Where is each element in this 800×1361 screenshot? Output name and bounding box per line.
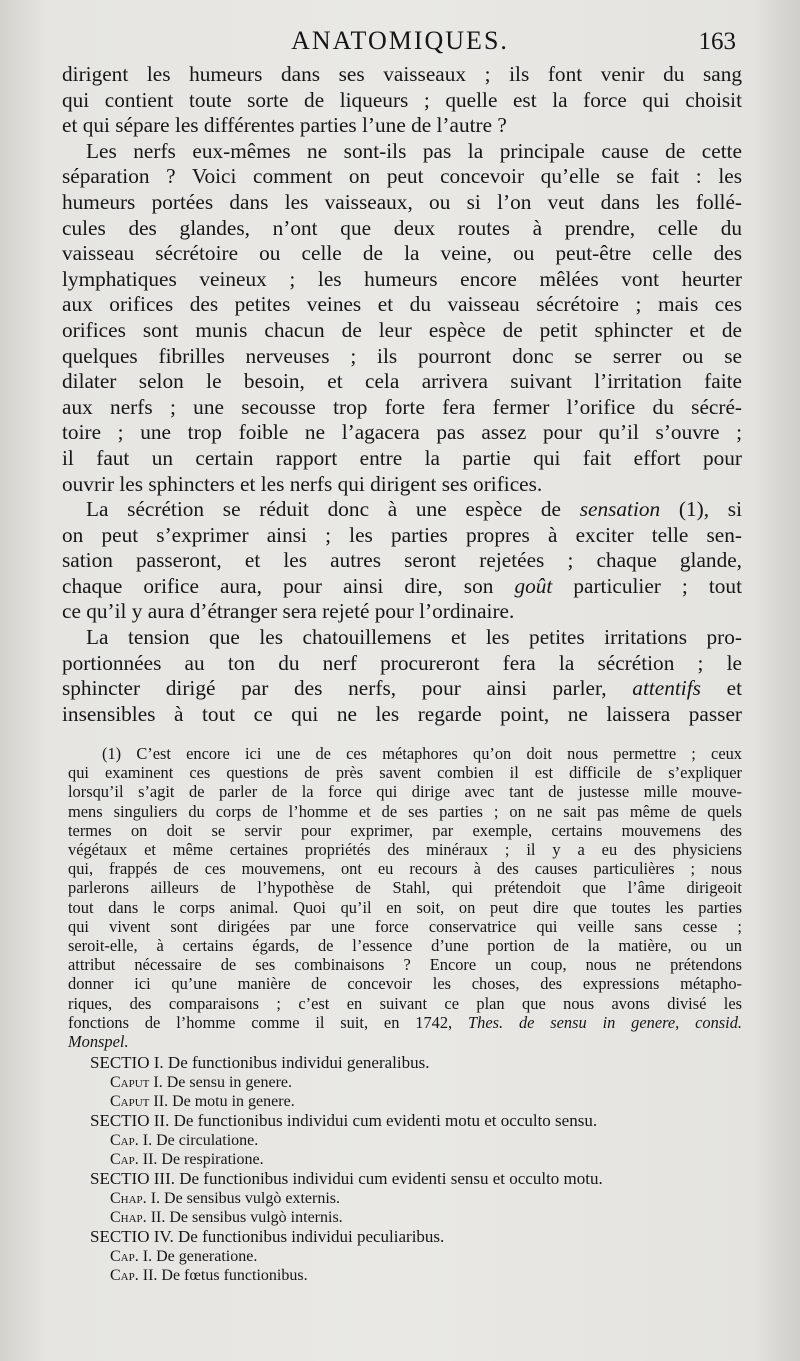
text-line: ce qu’il y aura d’étranger sera rejeté pour l’ordinaire. bbox=[62, 599, 515, 624]
footnote-line: riques, des comparaisons ; c’est en suivant ce plan que nous avons divisé les bbox=[68, 993, 742, 1013]
chapter-title: I. De generatione. bbox=[138, 1247, 258, 1265]
footnote-line: végétaux et même certaines propriétés des minéraux ; il y a eu des physiciens bbox=[68, 840, 742, 860]
text-line: lymphatiques veineux ; les humeurs encore mêlées vont heurter bbox=[62, 266, 742, 291]
text-line: qui contient toute sorte de liqueurs ; quelle est la force qui choisit bbox=[62, 87, 742, 112]
footnote-line bbox=[68, 1013, 742, 1032]
footnote-line: tout dans le corps animal. Quoi qu’il en soit, on peut dire que toutes les parties bbox=[68, 897, 742, 917]
chapter-prefix: Cap. bbox=[110, 1247, 139, 1265]
outline-section: SECTIO IV. De functionibus individui peculiaribus. bbox=[90, 1227, 445, 1247]
footnote-line: qui vivent sont dirigées par une force conservatrice qui veille sans cesse ; bbox=[68, 916, 742, 936]
text-line: vaisseau sécrétoire ou celle de la veine, ou peut-être celle des bbox=[62, 241, 742, 266]
footnote-line: qui, frappés de ces mouvemens, ont eu recours à des causes particulières ; nous bbox=[68, 859, 742, 879]
text-line: quelques fibrilles nerveuses ; ils pourront donc se serrer ou se bbox=[62, 343, 742, 368]
paragraph-start: Les nerfs eux-mêmes ne sont-ils pas la principale cause de cette bbox=[86, 138, 742, 163]
text-line: sation passeront, et les autres seront rejetées ; chaque glande, bbox=[62, 548, 742, 573]
page-number: 163 bbox=[698, 28, 736, 55]
text-line bbox=[62, 574, 742, 600]
text-line: dilater selon le besoin, et cela arrivera suivant l’irritation faite bbox=[62, 369, 742, 394]
page-header bbox=[64, 26, 736, 60]
outline-chapter bbox=[68, 1150, 742, 1169]
text-line: on peut s’exprimer ainsi ; les parties propres à exciter telle sen- bbox=[62, 522, 742, 547]
footnote-line: (1) C’est encore ici une de ces métaphores qu’on doit nous permettre ; ceux bbox=[102, 744, 742, 763]
text-line: portionnées au ton du nerf procureront fera la sécrétion ; le bbox=[62, 650, 742, 675]
footnote-line: mens singuliers du corps de l’homme et de ses parties ; on ne sait pas même de quels bbox=[68, 801, 742, 821]
outline-section: SECTIO III. De functionibus individui cum evidenti sensu et occulto motu. bbox=[90, 1169, 603, 1189]
chapter-prefix: Caput bbox=[110, 1073, 150, 1091]
chapter-title: II. De respiratione. bbox=[138, 1151, 264, 1169]
text-segment: sphincter dirigé par des nerfs, pour ainsi parler, bbox=[62, 676, 607, 701]
footnote-line: qui examinent ces questions de près savent combien il est difficile de s’expliquer bbox=[68, 763, 742, 783]
text-line: cules des glandes, n’ont que deux routes à prendre, celle du bbox=[62, 215, 742, 240]
text-line: ouvrir les sphincters et les nerfs qui dirigent ses orifices. bbox=[62, 471, 543, 496]
outline-section: SECTIO I. De functionibus individui generalibus. bbox=[90, 1053, 430, 1073]
footnote-ref: (1), si bbox=[678, 497, 743, 522]
italic-term: goût bbox=[514, 573, 553, 598]
paragraph-start bbox=[62, 497, 742, 523]
chapter-title: II. De fœtus functionibus. bbox=[138, 1267, 308, 1285]
text-segment: La sécrétion se réduit donc à une espèce de bbox=[86, 497, 561, 522]
outline-chapter bbox=[68, 1131, 742, 1150]
chapter-title: II. De motu in genere. bbox=[149, 1093, 295, 1111]
citation-place: Monspel. bbox=[68, 1032, 129, 1052]
chapter-prefix: Chap. bbox=[110, 1189, 147, 1207]
footnote-line: seroit-elle, à certains égards, de l’essence d’une portion de la matière, ou un bbox=[68, 936, 742, 956]
footnote-line: donner ici qu’une manière de concevoir les choses, des expressions métapho- bbox=[68, 974, 742, 994]
outline-chapter bbox=[68, 1266, 742, 1285]
text-line: aux orifices des petites veines et du vaisseau sécrétoire ; mais ces bbox=[62, 292, 742, 317]
text-segment: particulier ; tout bbox=[573, 573, 742, 598]
text-line: et qui sépare les différentes parties l’une de l’autre ? bbox=[62, 113, 507, 138]
chapter-prefix: Cap. bbox=[110, 1131, 139, 1149]
footnote-line bbox=[68, 1032, 742, 1051]
main-text bbox=[62, 62, 742, 727]
outline-chapter bbox=[68, 1208, 742, 1227]
chapter-prefix: Chap. bbox=[110, 1209, 147, 1227]
italic-term: sensation bbox=[579, 497, 661, 522]
outline-chapter bbox=[68, 1189, 742, 1208]
text-line: dirigent les humeurs dans ses vaisseaux ; ils font venir du sang bbox=[62, 62, 742, 86]
text-line: il faut un certain rapport entre la partie qui fait effort pour bbox=[62, 445, 742, 470]
text-line: orifices sont munis chacun de leur espèce de petit sphincter et de bbox=[62, 317, 742, 342]
text-segment: chaque orifice aura, pour ainsi dire, son bbox=[62, 573, 494, 598]
italic-term: attentifs bbox=[632, 676, 701, 701]
chapter-prefix: Cap. bbox=[110, 1267, 139, 1285]
thesis-outline bbox=[68, 1053, 742, 1285]
text-line: toire ; une trop foible ne l’agacera pas assez pour qu’il s’ouvre ; bbox=[62, 420, 742, 445]
footnote bbox=[68, 744, 742, 1285]
footnote-line: parlerons ailleurs de l’hypothèse de Stahl, qui prétendoit que l’âme dirigeoit bbox=[68, 878, 742, 898]
text-segment: fonctions de l’homme comme il suit, en 1742, bbox=[68, 1012, 453, 1032]
footnote-line: attribut nécessaire de ses combinaisons ? Encore un coup, nous ne prétendons bbox=[68, 955, 742, 975]
outline-chapter bbox=[68, 1073, 742, 1092]
text-line: humeurs portées dans les vaisseaux, ou si l’on veut dans les follé- bbox=[62, 189, 742, 214]
text-line: aux nerfs ; une secousse trop forte fera fermer l’orifice du sécré- bbox=[62, 394, 742, 419]
chapter-title: I. De sensu in genere. bbox=[149, 1073, 293, 1091]
text-segment: et bbox=[726, 676, 743, 701]
paragraph-start: La tension que les chatouillemens et les petites irritations pro- bbox=[86, 625, 742, 650]
outline-chapter bbox=[68, 1247, 742, 1266]
text-line bbox=[62, 676, 742, 702]
citation-title: Thes. de sensu in genere, consid. bbox=[468, 1012, 743, 1032]
chapter-prefix: Cap. bbox=[110, 1151, 139, 1169]
text-line: insensibles à tout ce qui ne les regarde point, ne laissera passer bbox=[62, 701, 742, 726]
outline-chapter bbox=[68, 1092, 742, 1111]
chapter-prefix: Caput bbox=[110, 1093, 150, 1111]
footnote-line: lorsqu’il s’agit de parler de la force qui dirige avec tant de justesse mille mouve- bbox=[68, 782, 742, 802]
running-title: ANATOMIQUES. bbox=[291, 26, 509, 55]
text-line: séparation ? Voici comment on peut concevoir qu’elle se fait : les bbox=[62, 164, 742, 189]
chapter-title: I. De circulatione. bbox=[138, 1131, 259, 1149]
chapter-title: II. De sensibus vulgò internis. bbox=[146, 1209, 343, 1227]
outline-section: SECTIO II. De functionibus individui cum evidenti motu et occulto sensu. bbox=[90, 1111, 598, 1131]
footnote-line: termes on doit se servir pour exprimer, par exemple, certains mouvemens des bbox=[68, 820, 742, 840]
chapter-title: I. De sensibus vulgò externis. bbox=[146, 1189, 340, 1207]
